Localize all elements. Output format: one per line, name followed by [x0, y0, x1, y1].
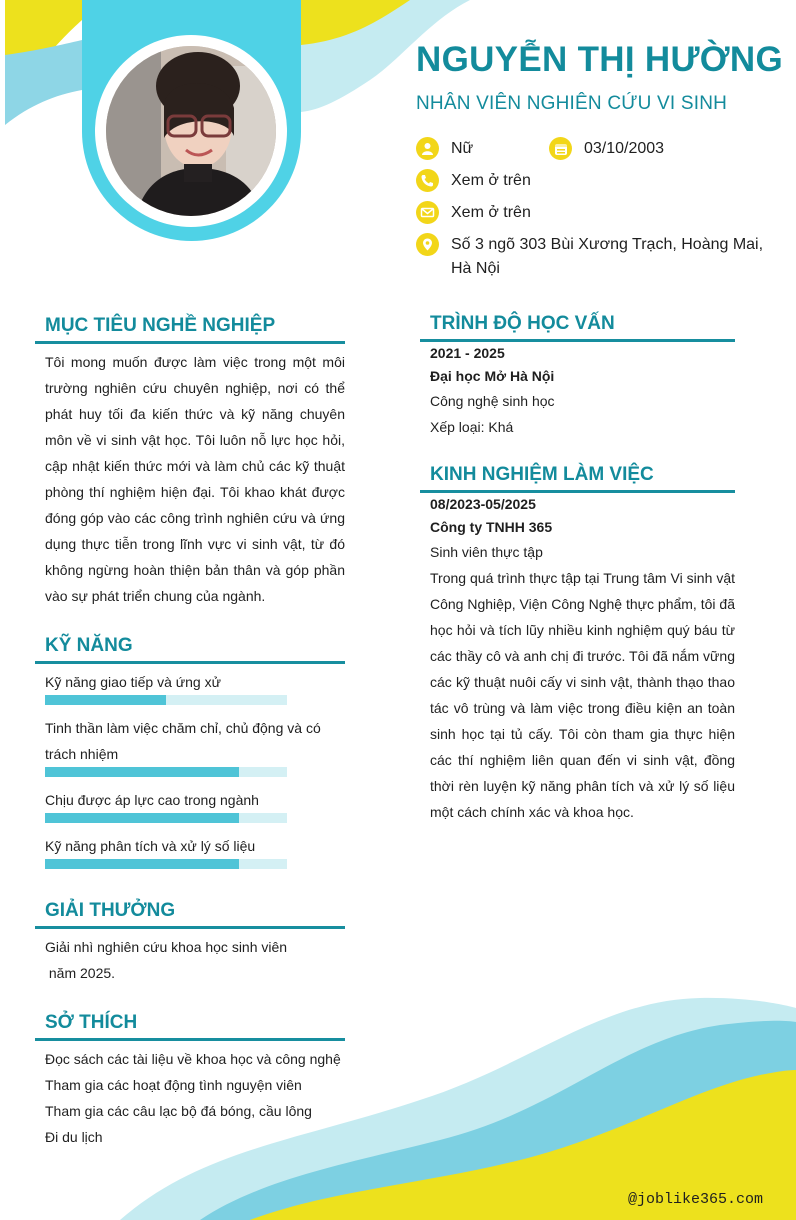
education-grade: Xếp loại: Khá — [430, 419, 514, 435]
calendar-icon — [549, 137, 572, 160]
user-icon — [416, 137, 439, 160]
profile-photo-illustration — [106, 46, 276, 216]
skill-bar-fill — [45, 859, 239, 869]
hobby-item: Tham gia các câu lạc bộ đá bóng, cầu lông — [45, 1103, 312, 1119]
address-value — [451, 233, 763, 281]
birthday-value: 03/10/2003 — [584, 140, 665, 157]
hobby-item: Tham gia các hoạt động tình nguyện viên — [45, 1077, 302, 1093]
candidate-name: NGUYỄN THỊ HƯỜNG — [416, 40, 784, 79]
phone-icon — [416, 169, 439, 192]
skill-bar — [45, 813, 287, 823]
skill-label: Kỹ năng phân tích và xử lý số liệu — [45, 838, 256, 854]
skill-bar-fill — [45, 767, 239, 777]
skill-bar-fill — [45, 813, 239, 823]
location-pin-icon — [416, 233, 439, 256]
email-icon — [416, 201, 439, 224]
award-line-1: Giải nhì nghiên cứu khoa học sinh viên — [45, 939, 288, 955]
objective-heading: MỤC TIÊU NGHỀ NGHIỆP — [45, 315, 276, 336]
skill-bar — [45, 767, 287, 777]
awards-heading: GIẢI THƯỞNG — [45, 900, 176, 921]
hobbies-heading: SỞ THÍCH — [45, 1012, 138, 1033]
job-title: NHÂN VIÊN NGHIÊN CỨU VI SINH — [416, 93, 728, 114]
profile-photo — [106, 46, 276, 216]
objective-divider — [35, 341, 345, 344]
education-major: Công nghệ sinh học — [430, 393, 555, 409]
footer-handle: @joblike365.com — [628, 1191, 764, 1208]
experience-position: Sinh viên thực tập — [430, 544, 543, 560]
skill-label: Chịu được áp lực cao trong ngành — [45, 792, 259, 808]
awards-divider — [35, 926, 345, 929]
gender-value: Nữ — [451, 140, 474, 157]
gender-row — [416, 137, 473, 161]
experience-company: Công ty TNHH 365 — [430, 519, 553, 535]
skill-label: Kỹ năng giao tiếp và ứng xử — [45, 674, 221, 690]
skill-bar — [45, 859, 287, 869]
objective-text: Tôi mong muốn được làm việc trong một môi trường nghiên cứu chuyên nghiệp, nơi có thể phát huy tối đa kiến thức và kỹ năng chuyên môn về vi sinh vật học. Tôi luôn nỗ lực học hỏi, cập nhật kiến thức mới và làm chủ các kỹ thuật phòng thí nghiệm hiện đại. Tôi khao khát được đóng góp vào các công trình nghiên cứu và ứng dụng thực tiễn trong lĩnh vực vi sinh vật, từ đó không ngừng hoàn thiện bản thân và góp phần vào sự phát triển chung của ngành. — [45, 354, 345, 604]
award-line-2: năm 2025. — [45, 965, 116, 981]
skill-bar — [45, 695, 287, 705]
address-line-1: Số 3 ngõ 303 Bùi Xương Trạch, Hoàng Mai, — [451, 236, 764, 253]
skills-heading: KỸ NĂNG — [45, 635, 133, 656]
phone-row — [416, 169, 531, 193]
education-heading: TRÌNH ĐỘ HỌC VẤN — [430, 313, 615, 334]
address-row — [416, 233, 763, 281]
education-school: Đại học Mở Hà Nội — [430, 368, 555, 384]
email-row — [416, 201, 531, 225]
experience-period: 08/2023-05/2025 — [430, 496, 536, 512]
education-period: 2021 - 2025 — [430, 345, 505, 361]
phone-value: Xem ở trên — [451, 172, 531, 189]
skills-divider — [35, 661, 345, 664]
hobby-item: Đi du lịch — [45, 1129, 103, 1145]
skill-label: Tinh thần làm việc chăm chỉ, chủ động và có trách nhiệm — [45, 720, 321, 762]
skill-bar-fill — [45, 695, 166, 705]
email-value: Xem ở trên — [451, 204, 531, 221]
experience-description: Trong quá trình thực tập tại Trung tâm Vi sinh vật Công Nghiệp, Viện Công Nghệ thực phẩm, tôi đã học hỏi và tích lũy nhiều kinh nghiệm quý báu từ các thầy cô và anh chị đi trước. Tôi đã nắm vững các kỹ thuật nuôi cấy vi sinh vật, thành thạo thao tác vô trùng và làm việc trong điều kiện an toàn sinh học tại tủ cấy. Tôi còn tham gia thực hiện các thí nghiệm liên quan đến vi sinh vật, đồng thời rèn luyện kỹ năng phân tích và xử lý số liệu một cách chính xác và khoa học. — [430, 570, 735, 820]
experience-heading: KINH NGHIỆM LÀM VIỆC — [430, 464, 654, 485]
birthday-row — [549, 137, 664, 161]
address-line-2: Hà Nội — [451, 260, 500, 277]
hobbies-divider — [35, 1038, 345, 1041]
hobby-item: Đọc sách các tài liệu về khoa học và công nghệ — [45, 1051, 341, 1067]
